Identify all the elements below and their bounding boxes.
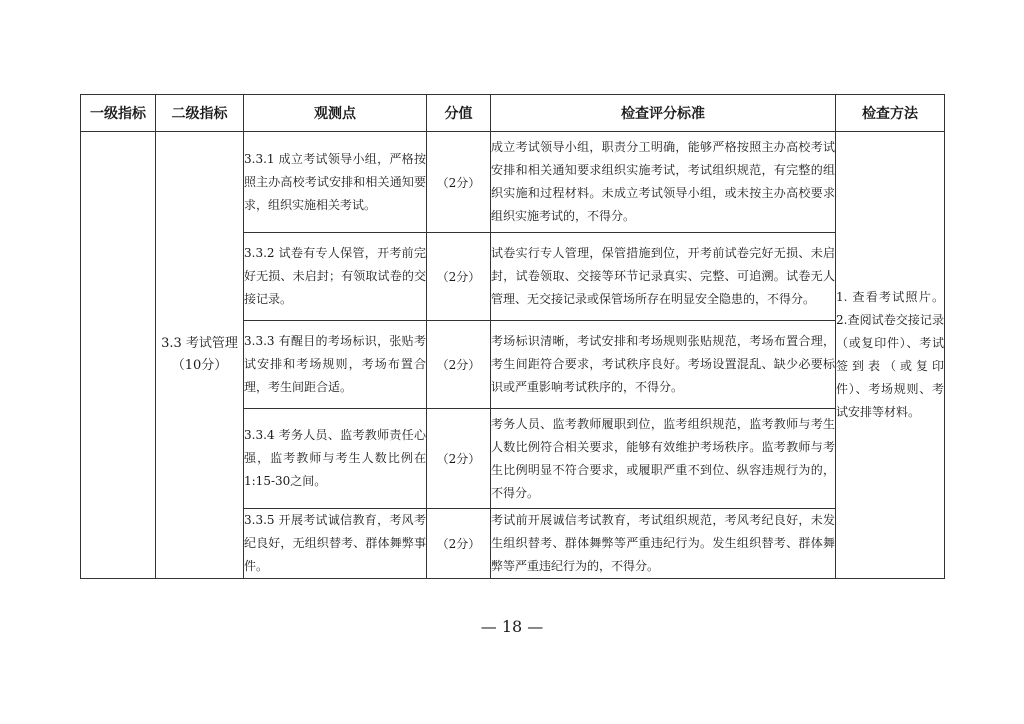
level2-indicator: 3.3 考试管理（10分） xyxy=(156,132,244,579)
header-observation: 观测点 xyxy=(244,95,427,132)
criteria-cell: 考务人员、监考教师履职到位，监考组织规范，监考教师与考生人数比例符合相关要求，能够有效维护考场秩序。监考教师与考生比例明显不符合要求，或履职严重不到位、纵容违规行为的，不得分。 xyxy=(491,409,836,509)
observation-cell: 3.3.3 有醒目的考场标识，张贴考试安排和考场规则，考场布置合理，考生间距合适。 xyxy=(244,321,427,409)
header-method: 检查方法 xyxy=(836,95,945,132)
level1-cell xyxy=(81,132,156,579)
observation-cell: 3.3.2 试卷有专人保管，开考前完好无损、未启封；有领取试卷的交接记录。 xyxy=(244,233,427,321)
table-row xyxy=(81,132,945,233)
score-cell: （2分） xyxy=(427,132,491,233)
observation-cell: 3.3.1 成立考试领导小组，严格按照主办高校考试安排和相关通知要求，组织实施相关考试。 xyxy=(244,132,427,233)
method-cell: 1. 查看考试照片。2.查阅试卷交接记录（或复印件）、考试签到表（或复印件）、考场规则、考试安排等材料。 xyxy=(836,132,945,579)
criteria-cell: 考试前开展诚信考试教育，考试组织规范，考风考纪良好，未发生组织替考、群体舞弊等严重违纪行为。发生组织替考、群体舞弊等严重违纪行为的，不得分。 xyxy=(491,509,836,579)
header-level1: 一级指标 xyxy=(81,95,156,132)
header-criteria: 检查评分标准 xyxy=(491,95,836,132)
observation-cell: 3.3.4 考务人员、监考教师责任心强，监考教师与考生人数比例在1:15-30之间。 xyxy=(244,409,427,509)
score-cell: （2分） xyxy=(427,321,491,409)
score-cell: （2分） xyxy=(427,233,491,321)
header-score: 分值 xyxy=(427,95,491,132)
page-number: — 18 — xyxy=(480,617,544,636)
score-cell: （2分） xyxy=(427,409,491,509)
table-header-row xyxy=(81,95,945,132)
criteria-cell: 试卷实行专人管理，保管措施到位，开考前试卷完好无损、未启封，试卷领取、交接等环节记录真实、完整、可追溯。试卷无人管理、无交接记录或保管场所存在明显安全隐患的，不得分。 xyxy=(491,233,836,321)
criteria-cell: 考场标识清晰，考试安排和考场规则张贴规范，考场布置合理，考生间距符合要求，考试秩序良好。考场设置混乱、缺少必要标识或严重影响考试秩序的，不得分。 xyxy=(491,321,836,409)
score-cell: （2分） xyxy=(427,509,491,579)
observation-cell: 3.3.5 开展考试诚信教育，考风考纪良好，无组织替考、群体舞弊事件。 xyxy=(244,509,427,579)
evaluation-table xyxy=(80,94,945,579)
header-level2: 二级指标 xyxy=(156,95,244,132)
criteria-cell: 成立考试领导小组，职责分工明确，能够严格按照主办高校考试安排和相关通知要求组织实施考试，考试组织规范，有完整的组织实施和过程材料。未成立考试领导小组，或未按主办高校要求组织实施考试的，不得分。 xyxy=(491,132,836,233)
